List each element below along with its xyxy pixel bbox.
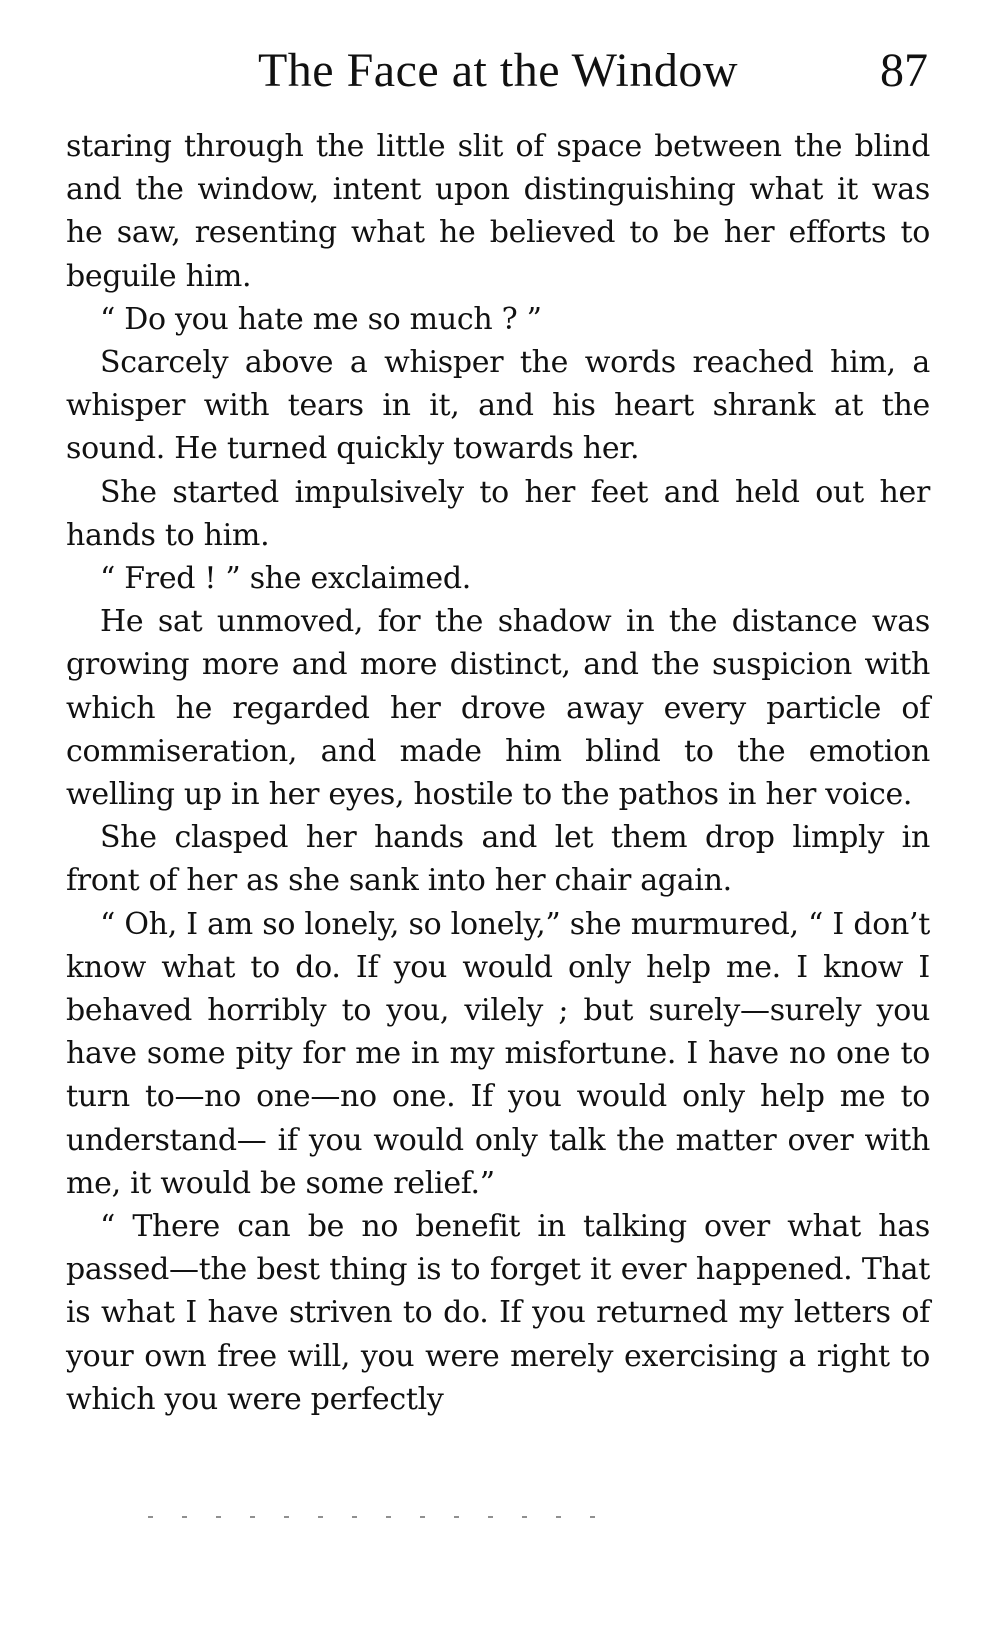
running-head [66, 36, 930, 106]
paragraph-7: She clasped her hands and let them drop limply in front of her as she sank into her chair again. [66, 820, 930, 899]
paragraph-1: staring through the little slit of space between the blind and the window, intent upon distinguishing what it was he saw, resenting what he believed to be her efforts to beguile him. [66, 129, 930, 294]
paragraph-6: He sat unmoved, for the shadow in the distance was growing more and more distinct, and the suspicion with which he regarded her drove away every particle of commiseration, and made him blind to the emotion welling up in her eyes, hostile to the pathos in her voice. [66, 604, 930, 813]
paragraph-2: “ Do you hate me so much ? ” [100, 301, 542, 337]
paragraph-8: “ Oh, I am so lonely, so lonely,” she murmured, “ I don’t know what to do. If you would only help me. I know I behaved horribly to you, vilely ; but surely—surely you have some pity for me in my misfortune. I have no one to turn to—no one—no one. If you would only help me to understand— if you would only talk the matter over with me, it would be some relief.” [66, 906, 930, 1201]
paragraph-3: Scarcely above a whisper the words reached him, a whisper with tears in it, and his heart shrank at the sound. He turned quickly towards her. [66, 345, 930, 467]
page-number: 87 [880, 44, 928, 97]
paragraph-4: She started impulsively to her feet and held out her hands to him. [66, 474, 930, 553]
cut-off-next-line [148, 1516, 618, 1518]
running-title: The Face at the Window [257, 44, 739, 97]
paragraph-9: “ There can be no benefit in talking over what has passed—the best thing is to forget it ever happened. That is what I have striven to do. If you returned my letters of your own free will, you were merely exercising a right to which you were perfectly [66, 1209, 930, 1417]
paragraph-5: “ Fred ! ” she exclaimed. [100, 561, 471, 597]
body-text [66, 125, 930, 1421]
